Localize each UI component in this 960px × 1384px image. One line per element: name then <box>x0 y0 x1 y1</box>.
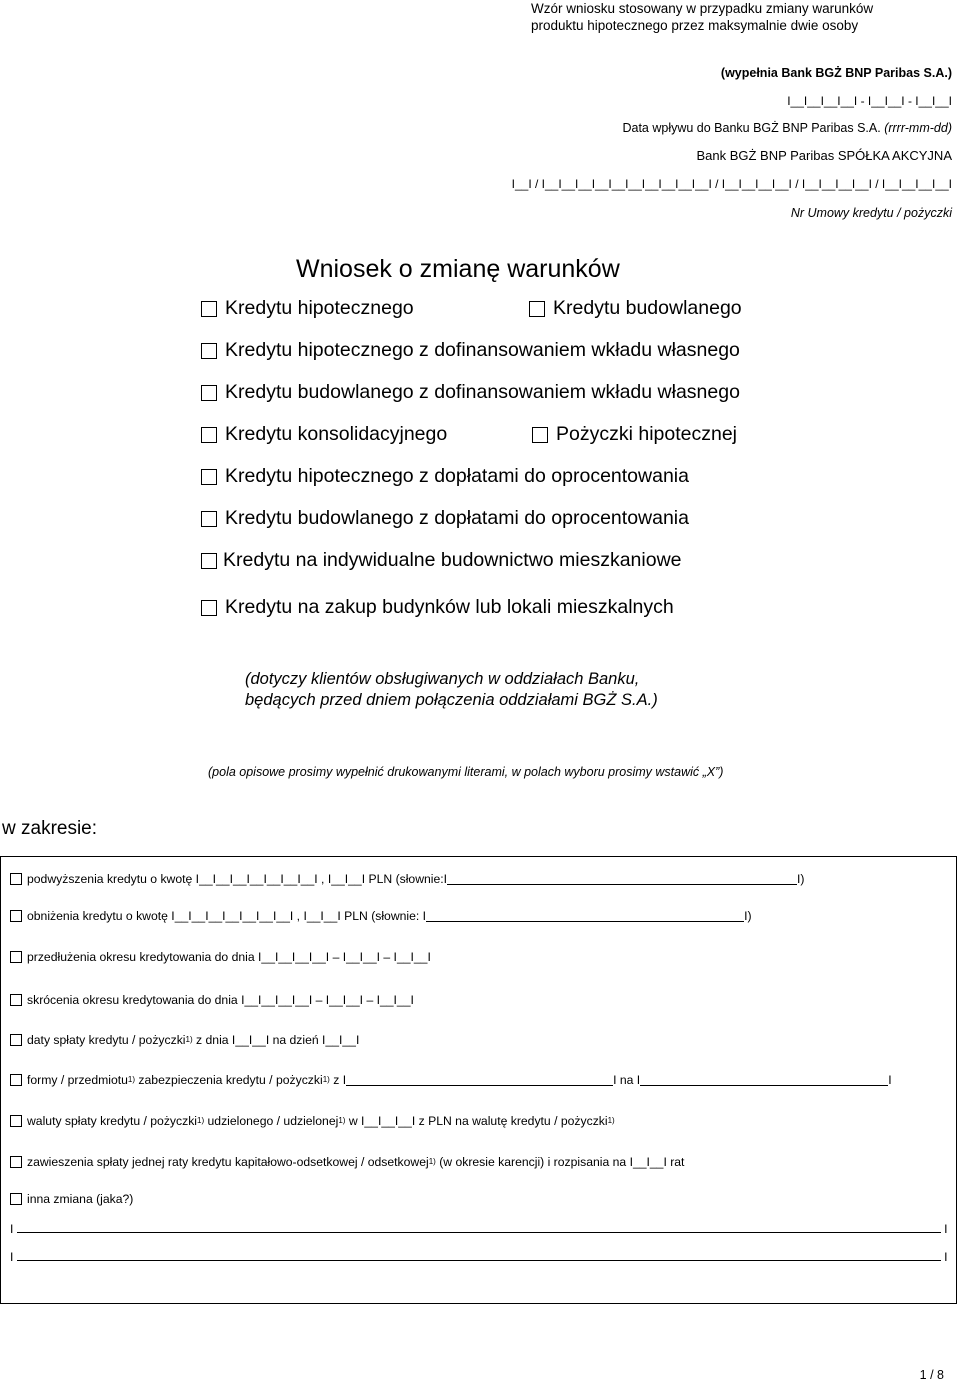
row-text-a: formy / przedmiotu <box>27 1073 128 1087</box>
option-hip-dop[interactable] <box>201 465 689 488</box>
scope-row-payment-date[interactable]: daty spłaty kredytu / pożyczki 1) z dnia I__I__I na dzień I__I__I <box>10 1033 359 1047</box>
row-text-d: I na I <box>613 1073 641 1087</box>
option-hip[interactable] <box>201 297 414 320</box>
scope-row-increase[interactable] <box>10 872 805 886</box>
checkbox[interactable] <box>201 301 217 317</box>
checkbox[interactable] <box>10 994 22 1006</box>
row-text: inna zmiana (jaka?) <box>27 1192 134 1206</box>
header-line-1: Wzór wniosku stosowany w przypadku zmiany warunków <box>531 1 874 16</box>
option-zakup[interactable] <box>201 596 674 619</box>
other-change-line-2[interactable] <box>10 1250 948 1264</box>
receipt-date-format: (rrrr-mm-dd) <box>884 121 952 135</box>
checkbox[interactable] <box>10 910 22 922</box>
checkbox[interactable] <box>529 301 545 317</box>
checkbox[interactable] <box>10 1156 22 1168</box>
fill-instructions: (pola opisowe prosimy wypełnić drukowanymi literami, w polach wyboru prosimy wstawić „X”) <box>208 765 724 779</box>
row-text: obniżenia kredytu o kwotę I__I__I__I__I__I__I__I , I__I__I PLN (słownie: I <box>27 909 427 923</box>
scope-heading: w zakresie: <box>2 818 98 839</box>
line-start: I <box>10 1222 14 1236</box>
contract-number-boxes[interactable]: I__I / I__I__I__I__I__I__I__I__I__I__I / I__I__I__I__I / I__I__I__I__I / I__I__I__I__I <box>511 177 952 191</box>
checkbox[interactable] <box>10 951 22 963</box>
checkbox[interactable] <box>201 385 217 401</box>
form-title: Wniosek o zmianę warunków <box>296 255 620 283</box>
option-label: Kredytu hipotecznego z dopłatami do oprocentowania <box>225 465 689 487</box>
option-indyw[interactable] <box>201 549 682 572</box>
row-end: I) <box>744 909 752 923</box>
option-label: Kredytu budowlanego <box>553 297 742 319</box>
option-label: Pożyczki hipotecznej <box>556 423 738 445</box>
checkbox[interactable] <box>201 343 217 359</box>
checkbox[interactable] <box>10 1193 22 1205</box>
option-label: Kredytu hipotecznego <box>225 297 414 319</box>
scope-row-suspension[interactable]: zawieszenia spłaty jednej raty kredytu kapitałowo-odsetkowej / odsetkowej 1) (w okresie karencji) i rozpisania na I__I__I rat <box>10 1155 684 1169</box>
row-text-b: (w okresie karencji) i rozpisania na I__I__I rat <box>435 1155 685 1169</box>
row-text-c: w I__I__I__I z PLN na walutę kredytu / pożyczki <box>345 1114 608 1128</box>
other-change-field-2[interactable] <box>17 1250 941 1261</box>
option-label: Kredytu na zakup budynków lub lokali mieszkalnych <box>225 596 674 618</box>
option-hip-dof[interactable] <box>201 339 740 362</box>
bank-fill-label: (wypełnia Bank BGŻ BNP Paribas S.A.) <box>720 66 952 80</box>
scope-table <box>0 856 957 1304</box>
option-bud[interactable] <box>529 297 742 320</box>
option-bud-dop[interactable] <box>201 507 689 530</box>
bank-name: Bank BGŻ BNP Paribas SPÓŁKA AKCYJNA <box>696 148 952 163</box>
row-text: skrócenia okresu kredytowania do dnia I__I__I__I__I – I__I__I – I__I__I <box>27 993 414 1007</box>
checkbox[interactable] <box>201 469 217 485</box>
contract-number-label: Nr Umowy kredytu / pożyczki <box>790 206 952 220</box>
row-text: podwyższenia kredytu o kwotę I__I__I__I__I__I__I__I , I__I__I PLN (słownie:I <box>27 872 448 886</box>
receipt-date-label-text: Data wpływu do Banku BGŻ BNP Paribas S.A. <box>622 121 881 135</box>
option-label: Kredytu na indywidualne budownictwo mieszkaniowe <box>223 549 682 571</box>
row-text-b: udzielonego / udzielonej <box>204 1114 339 1128</box>
scope-note-line-2: będących przed dniem połączenia oddziałami BGŻ S.A.) <box>245 691 658 709</box>
row-text-c: z I <box>329 1073 347 1087</box>
option-label: Kredytu hipotecznego z dofinansowaniem wkładu własnego <box>225 339 740 361</box>
scope-row-currency[interactable]: waluty spłaty kredytu / pożyczki 1) udzielonego / udzielonej 1) w I__I__I__I z PLN na walutę kredytu / pożyczki 1) <box>10 1114 615 1128</box>
row-text: przedłużenia okresu kredytowania do dnia I__I__I__I__I – I__I__I – I__I__I <box>27 950 431 964</box>
amount-words-field[interactable] <box>447 874 797 885</box>
line-start: I <box>10 1250 14 1264</box>
option-kons[interactable] <box>201 423 447 446</box>
line-end: I <box>944 1222 948 1236</box>
checkbox[interactable] <box>201 427 217 443</box>
receipt-date-label <box>622 121 952 135</box>
scope-row-extend[interactable] <box>10 950 431 964</box>
option-bud-dof[interactable] <box>201 381 740 404</box>
checkbox[interactable] <box>10 1074 22 1086</box>
receipt-date-boxes[interactable]: I__I__I__I__I - I__I__I - I__I__I <box>787 94 952 108</box>
checkbox[interactable] <box>532 427 548 443</box>
other-change-line-1[interactable] <box>10 1222 948 1236</box>
row-end: I) <box>797 872 805 886</box>
checkbox[interactable] <box>201 511 217 527</box>
checkbox[interactable] <box>10 1034 22 1046</box>
option-label: Kredytu konsolidacyjnego <box>225 423 448 445</box>
scope-row-shorten[interactable] <box>10 993 414 1007</box>
row-text-b: zabezpieczenia kredytu / pożyczki <box>135 1073 323 1087</box>
document-header <box>531 0 873 34</box>
option-label: Kredytu budowlanego z dofinansowaniem wkładu własnego <box>225 381 740 403</box>
line-end: I <box>944 1250 948 1264</box>
option-label: Kredytu budowlanego z dopłatami do oprocentowania <box>225 507 689 529</box>
row-text-b: z dnia I__I__I na dzień I__I__I <box>192 1033 360 1047</box>
row-text-a: waluty spłaty kredytu / pożyczki <box>27 1114 198 1128</box>
row-text-e: I <box>888 1073 892 1087</box>
row-text-a: daty spłaty kredytu / pożyczki <box>27 1033 186 1047</box>
option-poz[interactable] <box>532 423 737 446</box>
checkbox[interactable] <box>201 600 217 616</box>
header-line-2: produktu hipotecznego przez maksymalnie dwie osoby <box>531 18 859 33</box>
collateral-to-field[interactable] <box>640 1075 888 1086</box>
collateral-from-field[interactable] <box>346 1075 613 1086</box>
checkbox[interactable] <box>10 873 22 885</box>
row-text-a: zawieszenia spłaty jednej raty kredytu kapitałowo-odsetkowej / odsetkowej <box>27 1155 429 1169</box>
amount-words-field[interactable] <box>426 911 744 922</box>
scope-row-decrease[interactable] <box>10 909 752 923</box>
scope-note <box>245 669 725 711</box>
scope-row-other[interactable] <box>10 1192 133 1206</box>
checkbox[interactable] <box>201 553 217 569</box>
page-number: 1 / 8 <box>919 1368 944 1382</box>
checkbox[interactable] <box>10 1115 22 1127</box>
other-change-field-1[interactable] <box>17 1222 941 1233</box>
scope-row-collateral[interactable]: formy / przedmiotu 1) zabezpieczenia kredytu / pożyczki 1) z I I na I I <box>10 1073 892 1087</box>
scope-note-line-1: (dotyczy klientów obsługiwanych w oddziałach Banku, <box>245 670 640 688</box>
